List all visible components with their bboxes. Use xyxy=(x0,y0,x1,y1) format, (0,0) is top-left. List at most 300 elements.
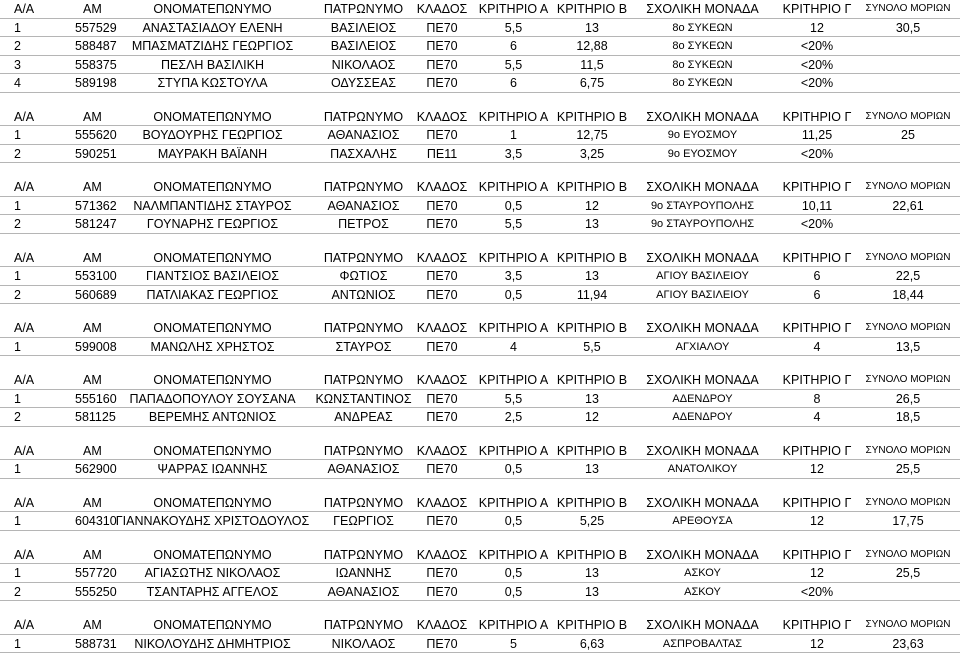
header-name: ΟΝΟΜΑΤΕΠΩΝΥΜΟ xyxy=(110,178,315,196)
header-father: ΠΑΤΡΩΝΥΜΟ xyxy=(312,442,415,460)
cell-aa: 2 xyxy=(14,286,54,304)
cell-school: ΑΝΑΤΟΛΙΚΟΥ xyxy=(630,460,775,478)
header-total: ΣΥΝΟΛΟ ΜΟΡΙΩΝ xyxy=(858,108,958,126)
cell-am: 588731 xyxy=(75,635,145,653)
cell-am: 581247 xyxy=(75,215,145,233)
cell-am: 553100 xyxy=(75,267,145,285)
cell-school: 8ο ΣΥΚΕΩΝ xyxy=(630,19,775,37)
group-spacer xyxy=(0,531,960,546)
cell-ka: 0,5 xyxy=(476,197,551,215)
header-branch: ΚΛΑΔΟΣ xyxy=(413,494,471,512)
header-name: ΟΝΟΜΑΤΕΠΩΝΥΜΟ xyxy=(110,442,315,460)
cell-kb: 12,75 xyxy=(556,126,628,144)
header-branch: ΚΛΑΔΟΣ xyxy=(413,371,471,389)
header-father: ΠΑΤΡΩΝΥΜΟ xyxy=(312,494,415,512)
cell-kg: <20% xyxy=(777,74,857,92)
cell-father: ΑΘΑΝΑΣΙΟΣ xyxy=(312,197,415,215)
cell-kg: 12 xyxy=(777,19,857,37)
cell-name: ΠΑΠΑΔΟΠΟΥΛΟΥ ΣΟΥΣΑΝΑ xyxy=(110,390,315,408)
cell-aa: 2 xyxy=(14,37,54,55)
cell-ka: 3,5 xyxy=(476,267,551,285)
cell-branch: ΠΕ70 xyxy=(413,126,471,144)
cell-ka: 0,5 xyxy=(476,460,551,478)
header-name: ΟΝΟΜΑΤΕΠΩΝΥΜΟ xyxy=(110,0,315,18)
header-branch: ΚΛΑΔΟΣ xyxy=(413,546,471,564)
cell-name: ΓΙΑΝΤΣΙΟΣ ΒΑΣΙΛΕΙΟΣ xyxy=(110,267,315,285)
cell-aa: 2 xyxy=(14,215,54,233)
cell-ka: 2,5 xyxy=(476,408,551,426)
cell-am: 555620 xyxy=(75,126,145,144)
cell-branch: ΠΕ70 xyxy=(413,267,471,285)
cell-school: ΑΣΚΟΥ xyxy=(630,583,775,601)
cell-kg: 4 xyxy=(777,408,857,426)
cell-am: 571362 xyxy=(75,197,145,215)
cell-aa: 2 xyxy=(14,145,54,163)
table-row xyxy=(0,37,960,56)
cell-kb: 13 xyxy=(556,267,628,285)
table-row xyxy=(0,512,960,531)
header-am: ΑΜ xyxy=(83,249,153,267)
header-row xyxy=(0,178,960,197)
table-row xyxy=(0,286,960,305)
table-row xyxy=(0,19,960,38)
header-aa: Α/Α xyxy=(14,494,54,512)
cell-ka: 0,5 xyxy=(476,286,551,304)
cell-total: 23,63 xyxy=(858,635,958,653)
cell-aa: 1 xyxy=(14,460,54,478)
school-group xyxy=(0,249,960,305)
header-ka: ΚΡΙΤΗΡΙΟ Α xyxy=(476,178,551,196)
header-aa: Α/Α xyxy=(14,178,54,196)
cell-kb: 5,5 xyxy=(556,338,628,356)
header-branch: ΚΛΑΔΟΣ xyxy=(413,249,471,267)
cell-school: 9ο ΕΥΟΣΜΟΥ xyxy=(630,126,775,144)
header-am: ΑΜ xyxy=(83,546,153,564)
cell-kb: 11,94 xyxy=(556,286,628,304)
header-branch: ΚΛΑΔΟΣ xyxy=(413,319,471,337)
table-row xyxy=(0,460,960,479)
header-father: ΠΑΤΡΩΝΥΜΟ xyxy=(312,319,415,337)
cell-branch: ΠΕ70 xyxy=(413,564,471,582)
cell-am: 562900 xyxy=(75,460,145,478)
header-aa: Α/Α xyxy=(14,442,54,460)
cell-name: ΝΙΚΟΛΟΥΔΗΣ ΔΗΜΗΤΡΙΟΣ xyxy=(110,635,315,653)
header-total: ΣΥΝΟΛΟ ΜΟΡΙΩΝ xyxy=(858,546,958,564)
cell-ka: 5,5 xyxy=(476,19,551,37)
cell-branch: ΠΕ70 xyxy=(413,74,471,92)
cell-ka: 5,5 xyxy=(476,390,551,408)
header-name: ΟΝΟΜΑΤΕΠΩΝΥΜΟ xyxy=(110,616,315,634)
cell-father: ΠΑΣΧΑΛΗΣ xyxy=(312,145,415,163)
header-kg: ΚΡΙΤΗΡΙΟ Γ xyxy=(777,442,857,460)
cell-kb: 11,5 xyxy=(556,56,628,74)
header-ka: ΚΡΙΤΗΡΙΟ Α xyxy=(476,108,551,126)
cell-kb: 13 xyxy=(556,215,628,233)
cell-branch: ΠΕ70 xyxy=(413,215,471,233)
header-aa: Α/Α xyxy=(14,108,54,126)
cell-branch: ΠΕ70 xyxy=(413,197,471,215)
cell-aa: 1 xyxy=(14,197,54,215)
header-row xyxy=(0,494,960,513)
header-school: ΣΧΟΛΙΚΗ ΜΟΝΑΔΑ xyxy=(630,0,775,18)
header-aa: Α/Α xyxy=(14,546,54,564)
header-am: ΑΜ xyxy=(83,442,153,460)
table-row xyxy=(0,267,960,286)
cell-total: 22,61 xyxy=(858,197,958,215)
school-group xyxy=(0,616,960,653)
header-row xyxy=(0,319,960,338)
cell-kg: 10,11 xyxy=(777,197,857,215)
header-kg: ΚΡΙΤΗΡΙΟ Γ xyxy=(777,178,857,196)
cell-school: ΑΓΙΟΥ ΒΑΣΙΛΕΙΟΥ xyxy=(630,267,775,285)
cell-name: ΝΑΛΜΠΑΝΤΙΔΗΣ ΣΤΑΥΡΟΣ xyxy=(110,197,315,215)
cell-father: ΣΤΑΥΡΟΣ xyxy=(312,338,415,356)
cell-total: 30,5 xyxy=(858,19,958,37)
cell-branch: ΠΕ11 xyxy=(413,145,471,163)
header-school: ΣΧΟΛΙΚΗ ΜΟΝΑΔΑ xyxy=(630,371,775,389)
header-total: ΣΥΝΟΛΟ ΜΟΡΙΩΝ xyxy=(858,0,958,18)
cell-branch: ΠΕ70 xyxy=(413,408,471,426)
header-aa: Α/Α xyxy=(14,0,54,18)
cell-kg: 12 xyxy=(777,635,857,653)
cell-kb: 13 xyxy=(556,19,628,37)
cell-am: 555160 xyxy=(75,390,145,408)
cell-branch: ΠΕ70 xyxy=(413,635,471,653)
header-row xyxy=(0,442,960,461)
school-group xyxy=(0,371,960,427)
header-ka: ΚΡΙΤΗΡΙΟ Α xyxy=(476,494,551,512)
cell-father: ΝΙΚΟΛΑΟΣ xyxy=(312,635,415,653)
cell-aa: 1 xyxy=(14,564,54,582)
cell-aa: 4 xyxy=(14,74,54,92)
header-kb: ΚΡΙΤΗΡΙΟ Β xyxy=(556,0,628,18)
cell-kb: 5,25 xyxy=(556,512,628,530)
cell-aa: 1 xyxy=(14,126,54,144)
header-school: ΣΧΟΛΙΚΗ ΜΟΝΑΔΑ xyxy=(630,319,775,337)
header-ka: ΚΡΙΤΗΡΙΟ Α xyxy=(476,319,551,337)
header-father: ΠΑΤΡΩΝΥΜΟ xyxy=(312,616,415,634)
header-kg: ΚΡΙΤΗΡΙΟ Γ xyxy=(777,616,857,634)
cell-kg: <20% xyxy=(777,215,857,233)
cell-kb: 13 xyxy=(556,390,628,408)
header-school: ΣΧΟΛΙΚΗ ΜΟΝΑΔΑ xyxy=(630,249,775,267)
group-spacer xyxy=(0,356,960,371)
cell-kg: <20% xyxy=(777,583,857,601)
header-total: ΣΥΝΟΛΟ ΜΟΡΙΩΝ xyxy=(858,442,958,460)
cell-total: 25,5 xyxy=(858,564,958,582)
cell-school: ΑΡΕΘΟΥΣΑ xyxy=(630,512,775,530)
cell-aa: 1 xyxy=(14,512,54,530)
header-total: ΣΥΝΟΛΟ ΜΟΡΙΩΝ xyxy=(858,249,958,267)
header-am: ΑΜ xyxy=(83,616,153,634)
school-group xyxy=(0,319,960,356)
cell-school: ΑΔΕΝΔΡΟΥ xyxy=(630,390,775,408)
group-spacer xyxy=(0,601,960,616)
cell-kg: 12 xyxy=(777,460,857,478)
cell-kg: 4 xyxy=(777,338,857,356)
cell-name: ΜΑΝΩΛΗΣ ΧΡΗΣΤΟΣ xyxy=(110,338,315,356)
header-am: ΑΜ xyxy=(83,0,153,18)
header-am: ΑΜ xyxy=(83,319,153,337)
school-group xyxy=(0,546,960,602)
header-total: ΣΥΝΟΛΟ ΜΟΡΙΩΝ xyxy=(858,178,958,196)
cell-school: 8ο ΣΥΚΕΩΝ xyxy=(630,74,775,92)
cell-kg: <20% xyxy=(777,145,857,163)
header-total: ΣΥΝΟΛΟ ΜΟΡΙΩΝ xyxy=(858,616,958,634)
header-name: ΟΝΟΜΑΤΕΠΩΝΥΜΟ xyxy=(110,249,315,267)
cell-aa: 1 xyxy=(14,19,54,37)
header-kb: ΚΡΙΤΗΡΙΟ Β xyxy=(556,494,628,512)
cell-name: ΣΤΥΠΑ ΚΩΣΤΟΥΛΑ xyxy=(110,74,315,92)
cell-kg: 8 xyxy=(777,390,857,408)
cell-am: 590251 xyxy=(75,145,145,163)
cell-kg: <20% xyxy=(777,56,857,74)
table-row xyxy=(0,338,960,357)
cell-total: 18,44 xyxy=(858,286,958,304)
table-row xyxy=(0,56,960,75)
header-row xyxy=(0,0,960,19)
group-spacer xyxy=(0,427,960,442)
cell-name: ΠΕΣΛΗ ΒΑΣΙΛΙΚΗ xyxy=(110,56,315,74)
header-ka: ΚΡΙΤΗΡΙΟ Α xyxy=(476,442,551,460)
cell-ka: 6 xyxy=(476,37,551,55)
cell-kb: 12,88 xyxy=(556,37,628,55)
header-kb: ΚΡΙΤΗΡΙΟ Β xyxy=(556,178,628,196)
cell-ka: 0,5 xyxy=(476,583,551,601)
school-group xyxy=(0,442,960,479)
cell-name: ΓΙΑΝΝΑΚΟΥΔΗΣ ΧΡΙΣΤΟΔΟΥΛΟΣ xyxy=(110,512,315,530)
header-kg: ΚΡΙΤΗΡΙΟ Γ xyxy=(777,371,857,389)
header-father: ΠΑΤΡΩΝΥΜΟ xyxy=(312,371,415,389)
header-father: ΠΑΤΡΩΝΥΜΟ xyxy=(312,546,415,564)
group-spacer xyxy=(0,93,960,108)
cell-name: ΜΠΑΣΜΑΤΖΙΔΗΣ ΓΕΩΡΓΙΟΣ xyxy=(110,37,315,55)
cell-name: ΠΑΤΛΙΑΚΑΣ ΓΕΩΡΓΙΟΣ xyxy=(110,286,315,304)
header-ka: ΚΡΙΤΗΡΙΟ Α xyxy=(476,0,551,18)
header-kb: ΚΡΙΤΗΡΙΟ Β xyxy=(556,442,628,460)
header-father: ΠΑΤΡΩΝΥΜΟ xyxy=(312,108,415,126)
cell-branch: ΠΕ70 xyxy=(413,338,471,356)
cell-father: ΓΕΩΡΓΙΟΣ xyxy=(312,512,415,530)
cell-branch: ΠΕ70 xyxy=(413,286,471,304)
cell-aa: 1 xyxy=(14,635,54,653)
cell-name: ΒΕΡΕΜΗΣ ΑΝΤΩΝΙΟΣ xyxy=(110,408,315,426)
cell-am: 555250 xyxy=(75,583,145,601)
cell-aa: 1 xyxy=(14,267,54,285)
header-kg: ΚΡΙΤΗΡΙΟ Γ xyxy=(777,108,857,126)
header-branch: ΚΛΑΔΟΣ xyxy=(413,616,471,634)
header-name: ΟΝΟΜΑΤΕΠΩΝΥΜΟ xyxy=(110,494,315,512)
cell-ka: 5,5 xyxy=(476,56,551,74)
cell-kg: 11,25 xyxy=(777,126,857,144)
cell-father: ΠΕΤΡΟΣ xyxy=(312,215,415,233)
cell-kg: <20% xyxy=(777,37,857,55)
school-group xyxy=(0,0,960,93)
cell-kb: 3,25 xyxy=(556,145,628,163)
cell-school: ΑΣΚΟΥ xyxy=(630,564,775,582)
cell-total: 25,5 xyxy=(858,460,958,478)
header-name: ΟΝΟΜΑΤΕΠΩΝΥΜΟ xyxy=(110,546,315,564)
cell-father: ΙΩΑΝΝΗΣ xyxy=(312,564,415,582)
cell-name: ΓΟΥΝΑΡΗΣ ΓΕΩΡΓΙΟΣ xyxy=(110,215,315,233)
header-total: ΣΥΝΟΛΟ ΜΟΡΙΩΝ xyxy=(858,494,958,512)
header-row xyxy=(0,371,960,390)
cell-branch: ΠΕ70 xyxy=(413,390,471,408)
header-am: ΑΜ xyxy=(83,108,153,126)
cell-aa: 1 xyxy=(14,338,54,356)
header-name: ΟΝΟΜΑΤΕΠΩΝΥΜΟ xyxy=(110,371,315,389)
cell-kb: 13 xyxy=(556,564,628,582)
table-row xyxy=(0,197,960,216)
cell-ka: 6 xyxy=(476,74,551,92)
header-kb: ΚΡΙΤΗΡΙΟ Β xyxy=(556,249,628,267)
cell-name: ΤΣΑΝΤΑΡΗΣ ΑΓΓΕΛΟΣ xyxy=(110,583,315,601)
cell-ka: 0,5 xyxy=(476,512,551,530)
header-branch: ΚΛΑΔΟΣ xyxy=(413,442,471,460)
cell-branch: ΠΕ70 xyxy=(413,37,471,55)
group-spacer xyxy=(0,163,960,178)
cell-aa: 2 xyxy=(14,583,54,601)
cell-school: ΑΔΕΝΔΡΟΥ xyxy=(630,408,775,426)
header-school: ΣΧΟΛΙΚΗ ΜΟΝΑΔΑ xyxy=(630,546,775,564)
header-row xyxy=(0,616,960,635)
cell-name: ΨΑΡΡΑΣ ΙΩΑΝΝΗΣ xyxy=(110,460,315,478)
header-kb: ΚΡΙΤΗΡΙΟ Β xyxy=(556,319,628,337)
cell-am: 560689 xyxy=(75,286,145,304)
cell-school: 8ο ΣΥΚΕΩΝ xyxy=(630,37,775,55)
table-row xyxy=(0,408,960,427)
cell-school: 8ο ΣΥΚΕΩΝ xyxy=(630,56,775,74)
table-row xyxy=(0,635,960,653)
cell-ka: 5,5 xyxy=(476,215,551,233)
cell-name: ΑΓΙΑΣΩΤΗΣ ΝΙΚΟΛΑΟΣ xyxy=(110,564,315,582)
cell-school: ΑΓΧΙΑΛΟΥ xyxy=(630,338,775,356)
table-row xyxy=(0,126,960,145)
cell-total: 22,5 xyxy=(858,267,958,285)
cell-total: 13,5 xyxy=(858,338,958,356)
header-kg: ΚΡΙΤΗΡΙΟ Γ xyxy=(777,0,857,18)
cell-kb: 6,75 xyxy=(556,74,628,92)
cell-aa: 2 xyxy=(14,408,54,426)
group-spacer xyxy=(0,304,960,319)
group-spacer xyxy=(0,234,960,249)
header-name: ΟΝΟΜΑΤΕΠΩΝΥΜΟ xyxy=(110,319,315,337)
header-row xyxy=(0,108,960,127)
header-ka: ΚΡΙΤΗΡΙΟ Α xyxy=(476,249,551,267)
table-row xyxy=(0,145,960,164)
cell-father: ΑΘΑΝΑΣΙΟΣ xyxy=(312,126,415,144)
cell-total: 26,5 xyxy=(858,390,958,408)
cell-am: 557720 xyxy=(75,564,145,582)
cell-kg: 12 xyxy=(777,564,857,582)
cell-kb: 13 xyxy=(556,460,628,478)
cell-name: ΜΑΥΡΑΚΗ ΒΑΪΑΝΗ xyxy=(110,145,315,163)
cell-am: 604310 xyxy=(75,512,145,530)
header-father: ΠΑΤΡΩΝΥΜΟ xyxy=(312,249,415,267)
table-row xyxy=(0,583,960,602)
cell-total: 18,5 xyxy=(858,408,958,426)
cell-school: ΑΓΙΟΥ ΒΑΣΙΛΕΙΟΥ xyxy=(630,286,775,304)
header-kg: ΚΡΙΤΗΡΙΟ Γ xyxy=(777,494,857,512)
header-kg: ΚΡΙΤΗΡΙΟ Γ xyxy=(777,319,857,337)
header-kb: ΚΡΙΤΗΡΙΟ Β xyxy=(556,616,628,634)
table-row xyxy=(0,215,960,234)
cell-am: 588487 xyxy=(75,37,145,55)
table-row xyxy=(0,564,960,583)
table-row xyxy=(0,390,960,409)
header-kg: ΚΡΙΤΗΡΙΟ Γ xyxy=(777,249,857,267)
cell-am: 599008 xyxy=(75,338,145,356)
header-father: ΠΑΤΡΩΝΥΜΟ xyxy=(312,0,415,18)
cell-branch: ΠΕ70 xyxy=(413,512,471,530)
cell-father: ΒΑΣΙΛΕΙΟΣ xyxy=(312,37,415,55)
cell-total: 25 xyxy=(858,126,958,144)
header-branch: ΚΛΑΔΟΣ xyxy=(413,108,471,126)
header-kb: ΚΡΙΤΗΡΙΟ Β xyxy=(556,546,628,564)
header-school: ΣΧΟΛΙΚΗ ΜΟΝΑΔΑ xyxy=(630,178,775,196)
header-school: ΣΧΟΛΙΚΗ ΜΟΝΑΔΑ xyxy=(630,442,775,460)
cell-name: ΒΟΥΔΟΥΡΗΣ ΓΕΩΡΓΙΟΣ xyxy=(110,126,315,144)
cell-kb: 13 xyxy=(556,583,628,601)
cell-branch: ΠΕ70 xyxy=(413,583,471,601)
header-am: ΑΜ xyxy=(83,494,153,512)
cell-branch: ΠΕ70 xyxy=(413,56,471,74)
cell-aa: 3 xyxy=(14,56,54,74)
cell-father: ΑΝΤΩΝΙΟΣ xyxy=(312,286,415,304)
cell-ka: 5 xyxy=(476,635,551,653)
header-am: ΑΜ xyxy=(83,178,153,196)
header-total: ΣΥΝΟΛΟ ΜΟΡΙΩΝ xyxy=(858,371,958,389)
cell-father: ΦΩΤΙΟΣ xyxy=(312,267,415,285)
cell-father: ΑΝΔΡΕΑΣ xyxy=(312,408,415,426)
cell-kg: 6 xyxy=(777,267,857,285)
cell-branch: ΠΕ70 xyxy=(413,19,471,37)
cell-school: 9ο ΣΤΑΥΡΟΥΠΟΛΗΣ xyxy=(630,215,775,233)
cell-father: ΟΔΥΣΣΕΑΣ xyxy=(312,74,415,92)
header-kg: ΚΡΙΤΗΡΙΟ Γ xyxy=(777,546,857,564)
cell-branch: ΠΕ70 xyxy=(413,460,471,478)
cell-kb: 6,63 xyxy=(556,635,628,653)
cell-father: ΑΘΑΝΑΣΙΟΣ xyxy=(312,460,415,478)
cell-am: 581125 xyxy=(75,408,145,426)
school-group xyxy=(0,108,960,164)
header-ka: ΚΡΙΤΗΡΙΟ Α xyxy=(476,371,551,389)
cell-ka: 1 xyxy=(476,126,551,144)
cell-school: 9ο ΣΤΑΥΡΟΥΠΟΛΗΣ xyxy=(630,197,775,215)
header-aa: Α/Α xyxy=(14,371,54,389)
cell-school: 9ο ΕΥΟΣΜΟΥ xyxy=(630,145,775,163)
header-kb: ΚΡΙΤΗΡΙΟ Β xyxy=(556,371,628,389)
header-school: ΣΧΟΛΙΚΗ ΜΟΝΑΔΑ xyxy=(630,108,775,126)
cell-am: 557529 xyxy=(75,19,145,37)
header-name: ΟΝΟΜΑΤΕΠΩΝΥΜΟ xyxy=(110,108,315,126)
header-branch: ΚΛΑΔΟΣ xyxy=(413,0,471,18)
cell-am: 589198 xyxy=(75,74,145,92)
header-am: ΑΜ xyxy=(83,371,153,389)
cell-name: ΑΝΑΣΤΑΣΙΑΔΟΥ ΕΛΕΝΗ xyxy=(110,19,315,37)
cell-kg: 6 xyxy=(777,286,857,304)
cell-ka: 3,5 xyxy=(476,145,551,163)
group-spacer xyxy=(0,479,960,494)
cell-father: ΚΩΝΣΤΑΝΤΙΝΟΣ xyxy=(312,390,415,408)
cell-kb: 12 xyxy=(556,197,628,215)
cell-am: 558375 xyxy=(75,56,145,74)
header-school: ΣΧΟΛΙΚΗ ΜΟΝΑΔΑ xyxy=(630,494,775,512)
cell-school: ΑΣΠΡΟΒΑΛΤΑΣ xyxy=(630,635,775,653)
cell-father: ΑΘΑΝΑΣΙΟΣ xyxy=(312,583,415,601)
cell-total: 17,75 xyxy=(858,512,958,530)
header-ka: ΚΡΙΤΗΡΙΟ Α xyxy=(476,546,551,564)
